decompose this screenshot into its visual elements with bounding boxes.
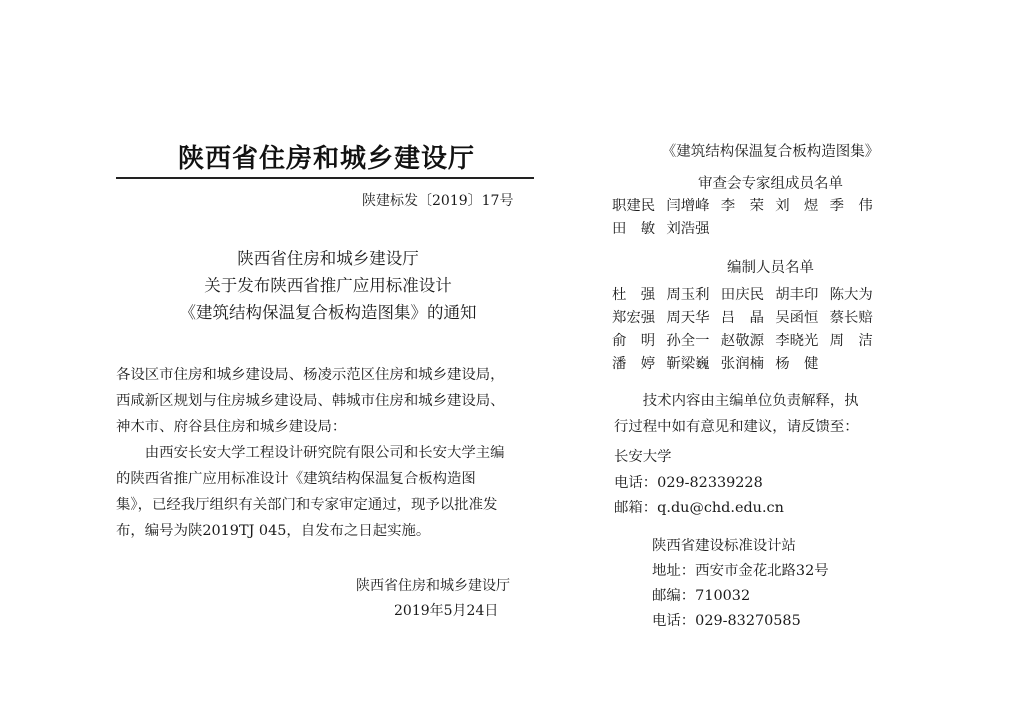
editor-name: 杜 强: [612, 287, 656, 303]
notice-body-line: 集》，已经我厅组织有关部门和专家审定通过，现予以批准发: [116, 497, 498, 513]
editor-name: 蔡长赔: [829, 310, 873, 326]
signature-date: 2019年5月24日: [394, 603, 499, 619]
notice-body-line: 各设区市住房和城乡建设局、杨凌示范区住房和城乡建设局，: [116, 367, 505, 383]
notice-body-line: 西咸新区规划与住房城乡建设局、韩城市住房和城乡建设局、: [116, 393, 505, 409]
editor-name: 吴函恒: [775, 310, 819, 326]
editor-name: 陈大为: [829, 287, 873, 303]
review-member-name: 季 伟: [829, 198, 873, 214]
editor-name: 田庆民: [720, 287, 764, 303]
review-members-list: [612, 195, 884, 241]
editor-name: 郑宏强: [612, 310, 656, 326]
contact-phone-changan: 电话：029-82339228: [614, 475, 763, 491]
editor-name: 杨 健: [775, 356, 819, 372]
editor-name: 俞 明: [612, 333, 656, 349]
notice-body-line: 神木市、府谷县住房和城乡建设局：: [116, 419, 347, 435]
notice-body-line: 的陕西省推广应用标准设计《建筑结构保温复合板构造图: [116, 471, 476, 487]
editors-list: [612, 284, 884, 376]
contact-address-design-station: 地址：西安市金花北路32号: [652, 563, 829, 579]
document-number: 陕建标发〔2019〕17号: [362, 193, 514, 209]
editor-name: 胡丰印: [775, 287, 819, 303]
review-member-name: 刘浩强: [666, 221, 710, 237]
editor-name: 张润楠: [720, 356, 764, 372]
contact-org-changan: 长安大学: [614, 449, 672, 465]
editor-name: 周 洁: [829, 333, 873, 349]
editor-name: 周玉利: [666, 287, 710, 303]
review-member-name: 闫增峰: [666, 198, 710, 214]
editor-name: 赵敬源: [720, 333, 764, 349]
contact-postcode-design-station: 邮编：710032: [652, 588, 751, 604]
contact-org-design-station: 陕西省建设标准设计站: [652, 538, 796, 554]
feedback-note-line: 行过程中如有意见和建议，请反馈至：: [614, 419, 859, 435]
review-member-name: 李 荣: [720, 198, 764, 214]
notice-body-line: 由西安长安大学工程设计研究院有限公司和长安大学主编: [116, 445, 505, 461]
review-member-name: 刘 煜: [775, 198, 819, 214]
editor-name: 孙全一: [666, 333, 710, 349]
contact-phone-design-station: 电话：029-83270585: [652, 613, 801, 629]
editor-name: 靳梁巍: [666, 356, 710, 372]
notice-heading-line-1: 陕西省住房和城乡建设厅: [237, 249, 419, 268]
editors-heading: 编制人员名单: [727, 260, 814, 276]
editor-name: 李晓光: [775, 333, 819, 349]
notice-heading-line-2: 关于发布陕西省推广应用标准设计: [204, 276, 452, 295]
contact-email-changan: 邮箱：q.du@chd.edu.cn: [614, 500, 784, 516]
notice-body-line: 布，编号为陕2019TJ 045，自发布之日起实施。: [116, 523, 431, 539]
title-rule-divider: [116, 177, 534, 179]
editor-name: 吕 晶: [720, 310, 764, 326]
notice-heading-line-3: 《建筑结构保温复合板构造图集》的通知: [179, 303, 477, 322]
signature-issuer: 陕西省住房和城乡建设厅: [356, 578, 510, 594]
review-member-name: 田 敏: [612, 221, 656, 237]
editor-name: 潘 婷: [612, 356, 656, 372]
feedback-note-line: 技术内容由主编单位负责解释，执: [614, 393, 859, 409]
review-members-heading: 审查会专家组成员名单: [698, 176, 843, 192]
document-title: 陕西省住房和城乡建设厅: [178, 144, 476, 174]
atlas-title: 《建筑结构保温复合板构造图集》: [661, 144, 880, 160]
review-member-name: 职建民: [612, 198, 656, 214]
editor-name: 周天华: [666, 310, 710, 326]
